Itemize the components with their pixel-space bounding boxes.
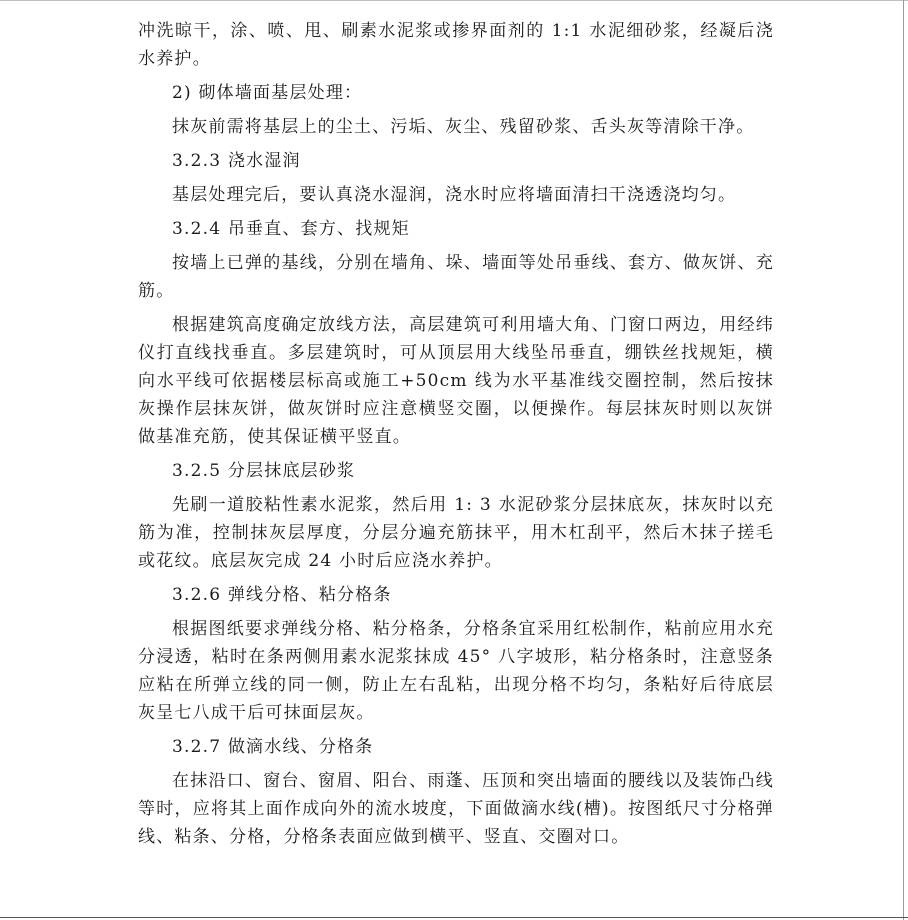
top-border (0, 0, 908, 1)
heading-masonry-base: 2) 砌体墙面基层处理： (172, 83, 363, 103)
heading-3-2-5: 3.2.5 分层抹底层砂浆 (172, 461, 356, 481)
paragraph-setting-out: 根据建筑高度确定放线方法，高层建筑可利用墙大角、门窗口两边，用经纬仪打直线找垂直。多层建筑时，可从顶层用大线坠吊垂直，绷铁丝找规矩，横向水平线可依据楼层标高或施工+50cm 线为水平基准线交圈控制，然后按抹灰操作层抹灰饼，做灰饼时应注意横竖交圈，以便操作。每层抹灰时则以灰饼做基准充筋，使其保证横平竖直。 (138, 315, 774, 447)
heading-3-2-3: 3.2.3 浇水湿润 (172, 151, 301, 171)
right-border (903, 0, 904, 920)
paragraph-continuation: 冲洗晾干，涂、喷、甩、刷素水泥浆或掺界面剂的 1:1 水泥细砂浆，经凝后浇水养护。 (138, 21, 774, 69)
document-page (138, 17, 774, 851)
heading-3-2-4: 3.2.4 吊垂直、套方、找规矩 (172, 219, 410, 239)
bottom-border (0, 917, 908, 918)
heading-3-2-7: 3.2.7 做滴水线、分格条 (172, 737, 374, 757)
paragraph-plumb-lines: 按墙上已弹的基线，分别在墙角、垛、墙面等处吊垂线、套方、做灰饼、充筋。 (138, 253, 774, 301)
paragraph-wetting: 基层处理完后，要认真浇水湿润，浇水时应将墙面清扫干浇透浇均匀。 (172, 185, 737, 205)
heading-3-2-6: 3.2.6 弹线分格、粘分格条 (172, 585, 392, 605)
paragraph-grid-strips: 根据图纸要求弹线分格、粘分格条，分格条宜采用红松制作，粘前应用水充分浸透，粘时在条两侧用素水泥浆抹成 45° 八字坡形，粘分格条时，注意竖条应粘在所弹立线的同一侧，防止左右乱粘，出现分格不均匀，条粘好后待底层灰呈七八成干后可抹面层灰。 (138, 619, 774, 723)
paragraph-drip-lines: 在抹沿口、窗台、窗眉、阳台、雨蓬、压顶和突出墙面的腰线以及装饰凸线等时，应将其上面作成向外的流水坡度，下面做滴水线(槽)。按图纸尺寸分格弹线、粘条、分格，分格条表面应做到横平、竖直、交圈对口。 (138, 771, 774, 847)
paragraph-base-mortar: 先刷一道胶粘性素水泥浆，然后用 1: 3 水泥砂浆分层抹底灰，抹灰时以充筋为准，控制抹灰层厚度，分层分遍充筋抹平，用木杠刮平，然后木抹子搓毛或花纹。底层灰完成 24 小时后应浇水养护。 (138, 495, 774, 571)
paragraph-clean-base: 抹灰前需将基层上的尘土、污垢、灰尘、残留砂浆、舌头灰等清除干净。 (172, 117, 755, 137)
